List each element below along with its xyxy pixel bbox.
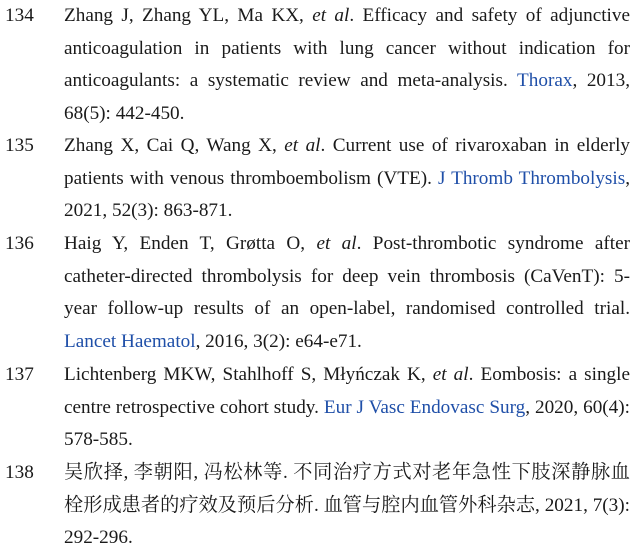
reference-number: 134 — [5, 5, 34, 26]
reference-text — [64, 359, 630, 457]
reference-number: 137 — [5, 364, 34, 385]
reference-text — [64, 228, 630, 358]
reference-citation: , 2021, 52(3): 863-871. — [64, 167, 630, 222]
reference-number: 138 — [5, 462, 34, 483]
reference-title: . Current use of rivaroxaban in elderly patients with venous thromboembolism (VTE). — [64, 135, 630, 189]
journal-link[interactable]: Lancet Haematol — [64, 330, 196, 352]
journal-link[interactable]: Eur J Vasc Endovasc Surg — [323, 396, 526, 418]
reference-authors: Lichtenberg MKW, Stahlhoff S, Młyńczak K, — [64, 364, 426, 385]
reference-authors: Zhang X, Cai Q, Wang X, — [64, 135, 277, 156]
reference-text — [64, 130, 630, 228]
et-al: et al — [312, 5, 350, 26]
reference-citation: , 2016, 3(2): e64-e71. — [195, 330, 362, 352]
reference-number: 136 — [5, 233, 34, 254]
reference-authors: Zhang J, Zhang YL, Ma KX, — [64, 5, 304, 26]
journal-link[interactable]: Thorax — [517, 70, 573, 92]
et-al: et al — [316, 233, 357, 254]
reference-title: . Post-thrombotic syndrome after catheter-directed thrombolysis for deep vein thrombosis (CaVenT): 5-year follow-up results of an open-label, randomised controlled trial. — [64, 233, 630, 320]
reference-citation: , 2013, 68(5): 442-450. — [64, 70, 631, 124]
et-al: et al — [284, 135, 321, 156]
journal-link[interactable]: J Thromb Thrombolysis — [437, 167, 626, 189]
reference-citation: , 2020, 60(4): 578-585. — [64, 396, 630, 451]
reference-authors: Haig Y, Enden T, Grøtta O, — [64, 233, 306, 254]
reference-text: 吴欣择, 李朝阳, 冯松林等. 不同治疗方式对老年急性下肢深静脉血栓形成患者的疗效及预后分析. 血管与腔内血管外科杂志, 2021, 7(3): 292-296. — [64, 462, 630, 549]
et-al: et al — [432, 364, 469, 385]
reference-title: . Efficacy and safety of adjunctive anticoagulation in patients with lung cancer without indication for anticoagulants: a systematic review and meta-analysis. — [64, 5, 630, 92]
reference-text — [64, 0, 630, 130]
reference-number: 135 — [5, 135, 34, 156]
reference-title: . Eombosis: a single centre retrospective cohort study. — [64, 364, 630, 418]
